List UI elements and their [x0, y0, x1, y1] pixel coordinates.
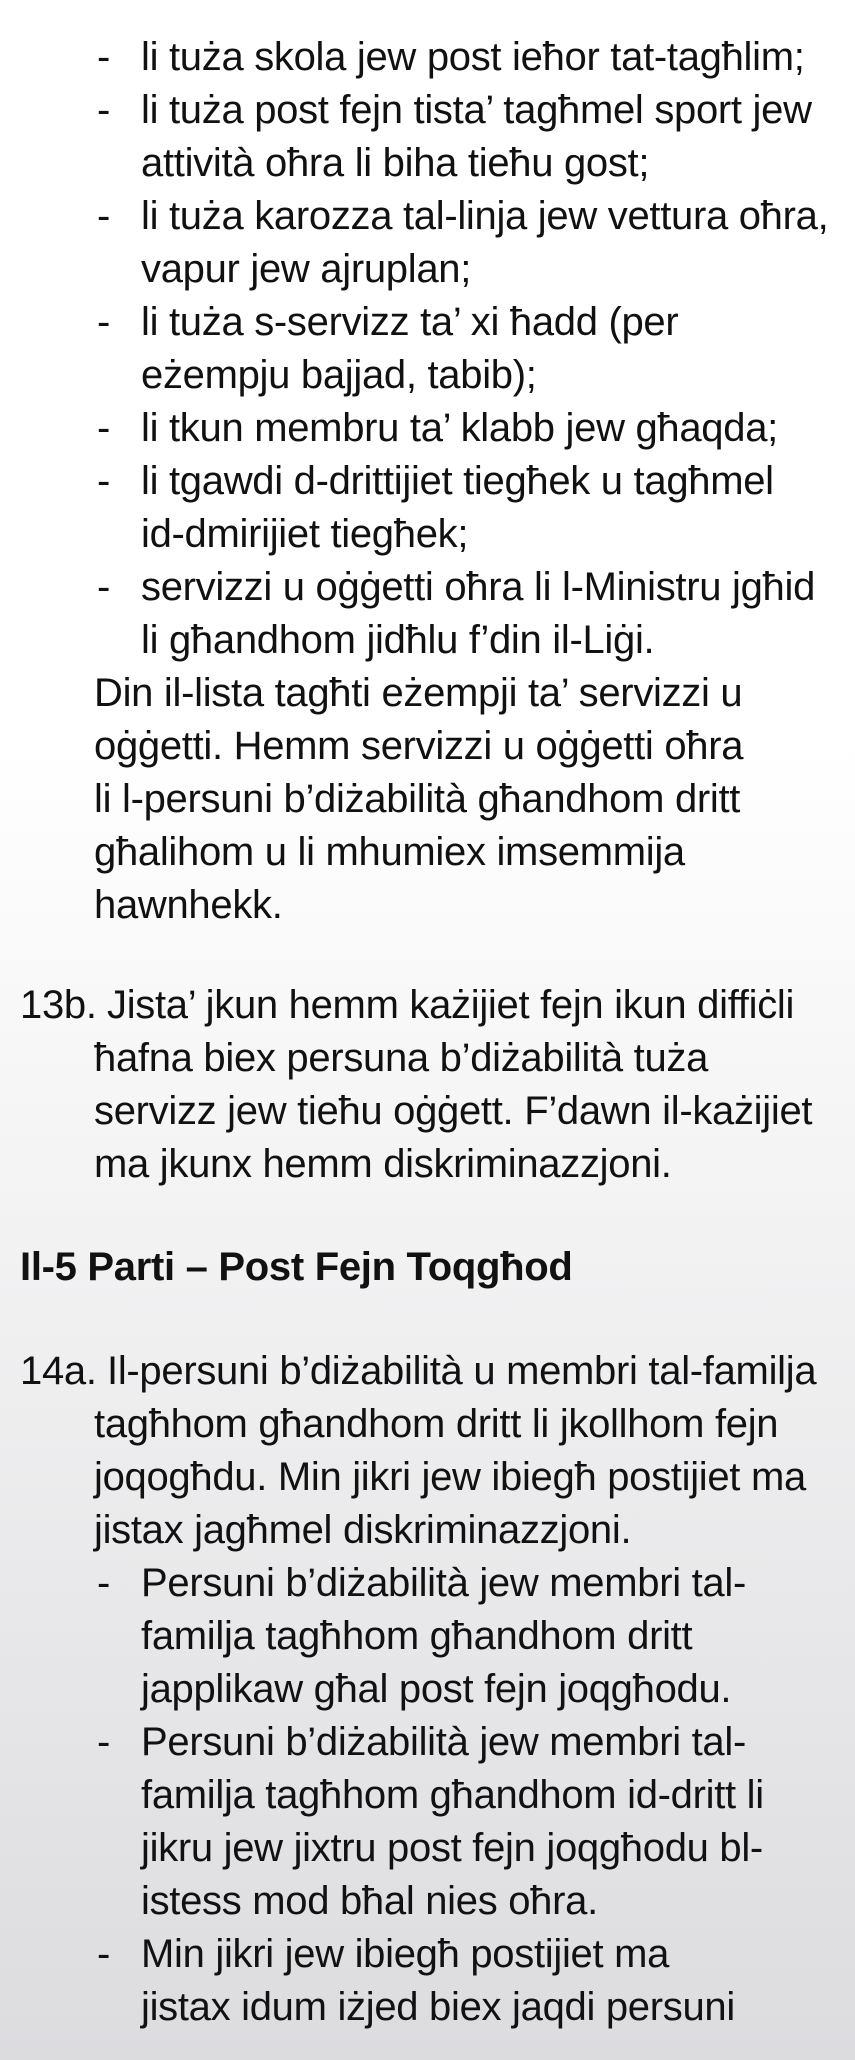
list-item-line: Min jikri jew ibiegħ postijiet ma — [141, 1932, 670, 1976]
list-item-line: servizzi u oġġetti oħra li l-Ministru jgħid — [141, 565, 816, 609]
list-item-line: li għandhom jidħlu f’din il-Liġi. — [141, 618, 655, 662]
list-item-line: eżempju bajjad, tabib); — [141, 353, 537, 397]
list-item-line: familja tagħhom għandhom dritt — [141, 1614, 693, 1658]
bullet-dash: - — [97, 459, 111, 503]
list-item-line: li tuża skola jew post ieħor tat-tagħlim; — [141, 35, 805, 79]
bullet-dash: - — [97, 35, 111, 79]
list-item-line: japplikaw għal post fejn joqgħodu. — [141, 1667, 732, 1711]
paragraph-line: joqogħdu. Min jikri jew ibiegħ postijiet ma — [94, 1455, 806, 1499]
list-item-line: Persuni b’diżabilità jew membri tal- — [141, 1720, 746, 1764]
section-number: 13b. — [20, 983, 97, 1027]
list-item-line: jistax idum iżjed biex jaqdi persuni — [141, 1985, 735, 2029]
paragraph-line: hawnhekk. — [94, 883, 283, 927]
list-item-line: Persuni b’diżabilità jew membri tal- — [141, 1561, 746, 1605]
paragraph-line: Il-persuni b’diżabilità u membri tal-familja — [107, 1349, 817, 1393]
part-heading: Il-5 Parti – Post Fejn Toqgħod — [20, 1245, 573, 1289]
list-item-line: li tuża s-servizz ta’ xi ħadd (per — [141, 300, 679, 344]
paragraph-line: Jista’ jkun hemm każijiet fejn ikun diffiċli — [107, 983, 795, 1027]
bullet-dash: - — [97, 1932, 111, 1976]
bullet-dash: - — [97, 1561, 111, 1605]
list-item-line: li tkun membru ta’ klabb jew għaqda; — [141, 406, 778, 450]
list-item-line: familja tagħhom għandhom id-dritt li — [141, 1773, 764, 1817]
list-item-line: li tuża post fejn tista’ tagħmel sport jew — [141, 88, 812, 132]
paragraph-line: oġġetti. Hemm servizzi u oġġetti oħra — [94, 724, 744, 768]
paragraph-line: li l-persuni b’diżabilità għandhom dritt — [94, 777, 741, 821]
section-number: 14a. — [20, 1349, 97, 1393]
paragraph-line: Din il-lista tagħti eżempji ta’ servizzi u — [94, 671, 743, 715]
list-item-line: istess mod bħal nies oħra. — [141, 1879, 598, 1923]
paragraph-line: servizz jew tieħu oġġett. F’dawn il-każijiet — [94, 1089, 813, 1133]
paragraph-line: tagħhom għandhom dritt li jkollhom fejn — [94, 1402, 779, 1446]
bullet-dash: - — [97, 194, 111, 238]
list-item-line: jikru jew jixtru post fejn joqgħodu bl- — [141, 1826, 763, 1870]
paragraph-line: jistax jagħmel diskriminazzjoni. — [94, 1508, 632, 1552]
list-item-line: li tgawdi d-drittijiet tiegħek u tagħmel — [141, 459, 774, 503]
bullet-dash: - — [97, 300, 111, 344]
bullet-dash: - — [97, 565, 111, 609]
bullet-dash: - — [97, 88, 111, 132]
paragraph-line: għalihom u li mhumiex imsemmija — [94, 830, 685, 874]
list-item-line: vapur jew ajruplan; — [141, 247, 472, 291]
bullet-dash: - — [97, 406, 111, 450]
paragraph-line: ħafna biex persuna b’diżabilità tuża — [94, 1036, 709, 1080]
list-item-line: li tuża karozza tal-linja jew vettura oħra, — [141, 194, 829, 238]
bullet-dash: - — [97, 1720, 111, 1764]
paragraph-line: ma jkunx hemm diskriminazzjoni. — [94, 1142, 672, 1186]
list-item-line: id-dmirijiet tiegħek; — [141, 512, 469, 556]
list-item-line: attività oħra li biha tieħu gost; — [141, 141, 650, 185]
